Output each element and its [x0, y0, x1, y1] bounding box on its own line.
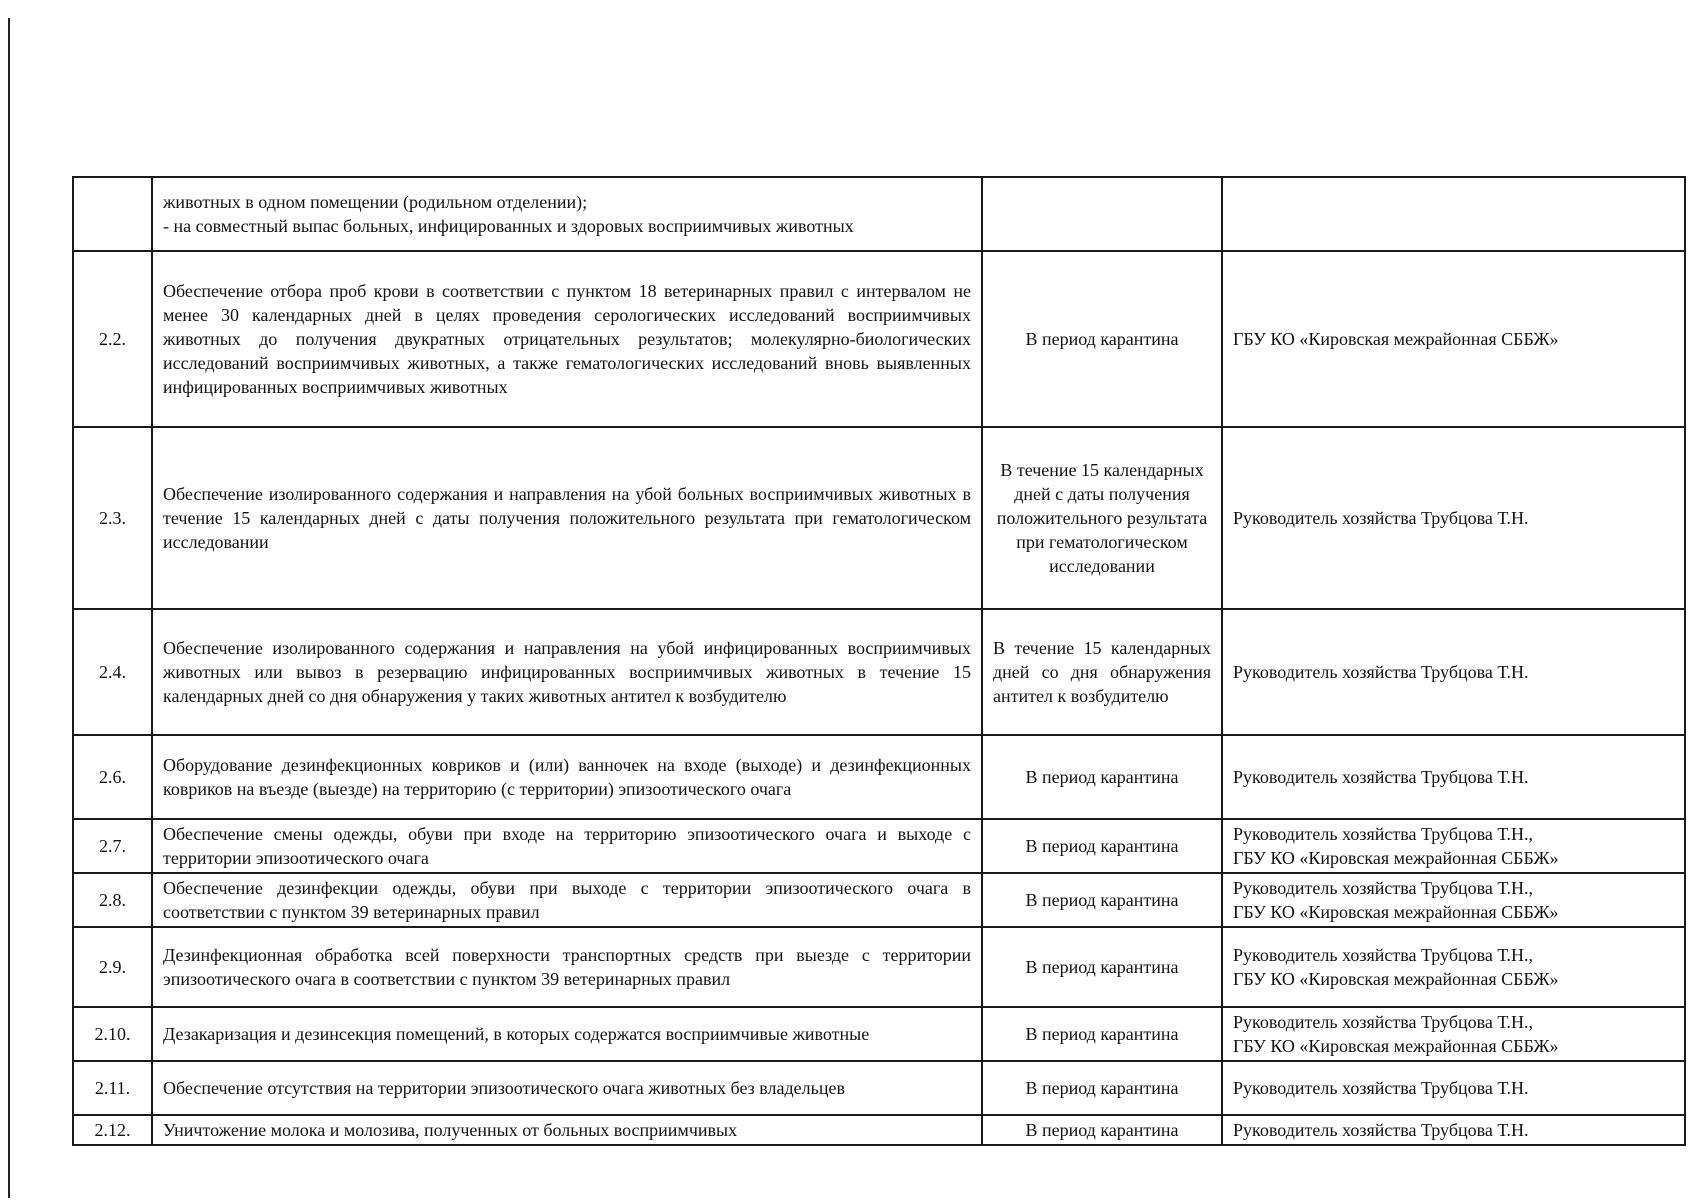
row-responsible: Руководитель хозяйства Трубцова Т.Н. — [1222, 735, 1685, 819]
responsible-line: ГБУ КО «Кировская межрайонная СББЖ» — [1233, 969, 1559, 989]
row-number: 2.4. — [73, 609, 152, 735]
row-number — [73, 177, 152, 251]
row-number: 2.3. — [73, 427, 152, 609]
row-responsible: ГБУ КО «Кировская межрайонная СББЖ» — [1222, 251, 1685, 427]
row-number: 2.12. — [73, 1115, 152, 1145]
row-description: Обеспечение изолированного содержания и направления на убой больных восприимчивых животных в течение 15 календарных дней с даты получения положительного результата при гематологическом исследовании — [152, 427, 982, 609]
responsible-line: ГБУ КО «Кировская межрайонная СББЖ» — [1233, 902, 1559, 922]
responsible-line: ГБУ КО «Кировская межрайонная СББЖ» — [1233, 848, 1559, 868]
row-responsible: Руководитель хозяйства Трубцова Т.Н. — [1222, 1061, 1685, 1115]
row-term: В течение 15 календарных дней со дня обнаружения антител к возбудителю — [982, 609, 1222, 735]
table-row — [73, 735, 1685, 819]
responsible-line: Руководитель хозяйства Трубцова Т.Н., — [1233, 1012, 1534, 1032]
row-description: Уничтожение молока и молозива, полученных от больных восприимчивых — [152, 1115, 982, 1145]
row-description — [152, 177, 982, 251]
description-line: животных в одном помещении (родильном отделении); — [163, 192, 588, 212]
table-row — [73, 927, 1685, 1007]
row-responsible — [1222, 1007, 1685, 1061]
table-row — [73, 251, 1685, 427]
row-responsible — [1222, 927, 1685, 1007]
table-row — [73, 819, 1685, 873]
table-row — [73, 873, 1685, 927]
row-description: Дезакаризация и дезинсекция помещений, в которых содержатся восприимчивые животные — [152, 1007, 982, 1061]
row-term: В течение 15 календарных дней с даты получения положительного результата при гематологическом исследовании — [982, 427, 1222, 609]
description-line: - на совместный выпас больных, инфицированных и здоровых восприимчивых животных — [163, 216, 854, 236]
row-term: В период карантина — [982, 819, 1222, 873]
responsible-line: ГБУ КО «Кировская межрайонная СББЖ» — [1233, 1036, 1559, 1056]
row-description: Дезинфекционная обработка всей поверхности транспортных средств при выезде с территории эпизоотического очага в соответствии с пунктом 39 ветеринарных правил — [152, 927, 982, 1007]
row-term: В период карантина — [982, 1007, 1222, 1061]
responsible-line: Руководитель хозяйства Трубцова Т.Н., — [1233, 878, 1534, 898]
row-number: 2.9. — [73, 927, 152, 1007]
row-description: Обеспечение смены одежды, обуви при входе на территорию эпизоотического очага и выходе с территории эпизоотического очага — [152, 819, 982, 873]
row-description: Обеспечение дезинфекции одежды, обуви при выходе с территории эпизоотического очага в соответствии с пунктом 39 ветеринарных правил — [152, 873, 982, 927]
row-responsible: Руководитель хозяйства Трубцова Т.Н. — [1222, 427, 1685, 609]
table-row — [73, 1061, 1685, 1115]
row-number: 2.7. — [73, 819, 152, 873]
row-responsible — [1222, 819, 1685, 873]
page-binding-line — [8, 18, 10, 1198]
table-row — [73, 177, 1685, 251]
row-responsible: Руководитель хозяйства Трубцова Т.Н. — [1222, 609, 1685, 735]
row-number: 2.2. — [73, 251, 152, 427]
row-term — [982, 177, 1222, 251]
row-term: В период карантина — [982, 735, 1222, 819]
row-responsible — [1222, 873, 1685, 927]
row-number: 2.11. — [73, 1061, 152, 1115]
row-term: В период карантина — [982, 873, 1222, 927]
row-term: В период карантина — [982, 1061, 1222, 1115]
table-row — [73, 427, 1685, 609]
row-number: 2.8. — [73, 873, 152, 927]
row-term: В период карантина — [982, 251, 1222, 427]
table-row — [73, 1115, 1685, 1145]
row-description: Обеспечение изолированного содержания и направления на убой инфицированных восприимчивых животных или вывоз в резервацию инфицированных восприимчивых животных в течение 15 календарных дней со дня обнаружения у таких животных антител к возбудителю — [152, 609, 982, 735]
row-description: Обеспечение отбора проб крови в соответствии с пунктом 18 ветеринарных правил с интервалом не менее 30 календарных дней в целях проведения серологических исследований восприимчивых животных до получения двукратных отрицательных результатов; молекулярно-биологических исследований восприимчивых животных, а также гематологических исследований вновь выявленных инфицированных восприимчивых животных — [152, 251, 982, 427]
row-description: Обеспечение отсутствия на территории эпизоотического очага животных без владельцев — [152, 1061, 982, 1115]
row-number: 2.10. — [73, 1007, 152, 1061]
row-number: 2.6. — [73, 735, 152, 819]
measures-table — [72, 176, 1686, 1146]
row-responsible: Руководитель хозяйства Трубцова Т.Н. — [1222, 1115, 1685, 1145]
table-row — [73, 609, 1685, 735]
responsible-line: Руководитель хозяйства Трубцова Т.Н., — [1233, 945, 1534, 965]
row-term: В период карантина — [982, 1115, 1222, 1145]
row-term: В период карантина — [982, 927, 1222, 1007]
row-description: Оборудование дезинфекционных ковриков и (или) ванночек на входе (выходе) и дезинфекционных ковриков на въезде (выезде) на территорию (с территории) эпизоотического очага — [152, 735, 982, 819]
table-row — [73, 1007, 1685, 1061]
responsible-line: Руководитель хозяйства Трубцова Т.Н., — [1233, 824, 1534, 844]
row-responsible — [1222, 177, 1685, 251]
